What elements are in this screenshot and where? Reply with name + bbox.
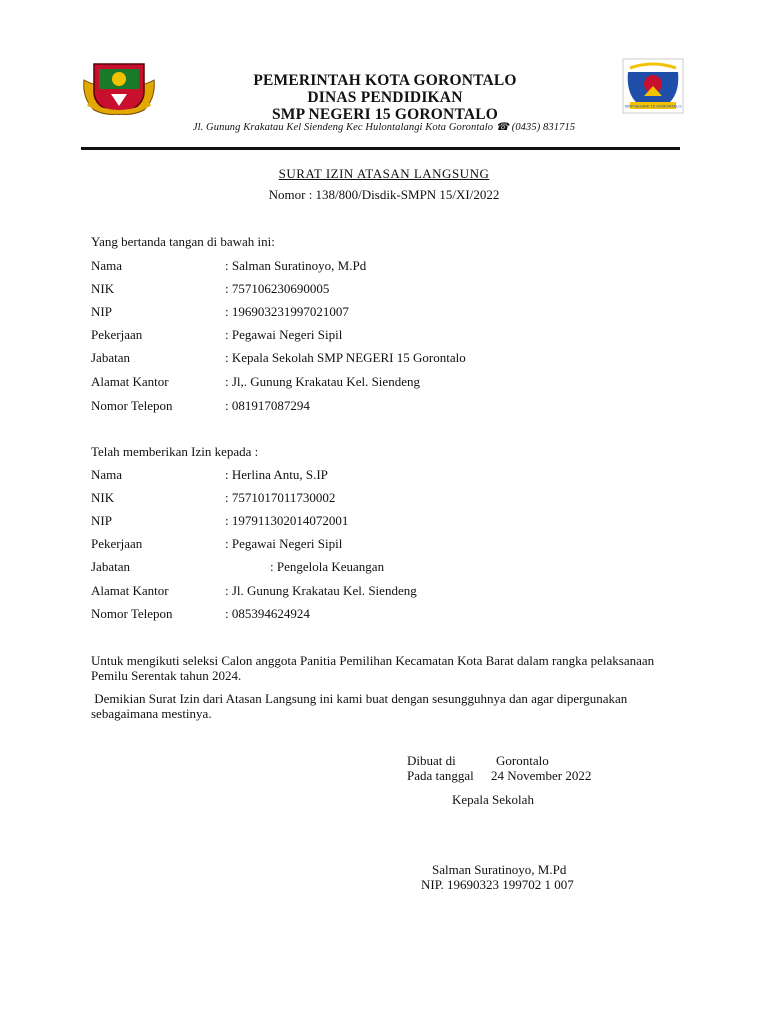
date-value: 24 November 2022 xyxy=(491,768,592,783)
row-value: : Salman Suratinoyo, M.Pd xyxy=(225,258,367,273)
row-value: : 197911302014072001 xyxy=(225,513,349,528)
letterhead-line-department: DINAS PENDIDIKAN xyxy=(307,89,463,106)
school-emblem-text: SMP NEGERI 15 GORONTALO xyxy=(624,103,682,109)
city-emblem-logo xyxy=(80,58,158,120)
row-value: : Kepala Sekolah SMP NEGERI 15 Gorontalo xyxy=(225,350,466,365)
row-label: Alamat Kantor xyxy=(91,374,169,389)
row-value: : Herlina Antu, S.IP xyxy=(225,467,328,482)
section2-intro: Telah memberikan Izin kepada : xyxy=(91,444,259,459)
letterhead-divider xyxy=(81,147,680,150)
signatory-position: Kepala Sekolah xyxy=(452,792,534,807)
row-value: : 081917087294 xyxy=(225,398,310,413)
row-label: Nomor Telepon xyxy=(91,606,173,621)
place-label: Dibuat di xyxy=(407,753,456,768)
row-value: : 7571017011730002 xyxy=(225,490,336,505)
row-value: : 757106230690005 xyxy=(225,281,330,296)
place-value: Gorontalo xyxy=(496,753,549,768)
row-label: NIP xyxy=(91,513,112,528)
row-label: Jabatan xyxy=(91,559,130,574)
letterhead xyxy=(170,72,600,123)
row-value: : Pengelola Keuangan xyxy=(270,559,385,574)
row-label: Pekerjaan xyxy=(91,327,143,342)
row-value: : 196903231997021007 xyxy=(225,304,349,319)
row-label: NIK xyxy=(91,281,115,296)
letterhead-address: Jl. Gunung Krakatau Kel Siendeng Kec Hulontalangi Kota Gorontalo ☎ (0435) 831715 xyxy=(192,122,576,133)
row-value: : Pegawai Negeri Sipil xyxy=(225,536,343,551)
closing-paragraph: Demikian Surat Izin dari Atasan Langsung ini kami buat dengan sesungguhnya dan agar dipergunakan sebagaimana mestinya. xyxy=(91,691,631,721)
letter-number: Nomor : 138/800/Disdik-SMPN 15/XI/2022 xyxy=(268,187,500,202)
row-label: NIK xyxy=(91,490,115,505)
letterhead-line-school: SMP NEGERI 15 GORONTALO xyxy=(271,106,499,123)
letterhead-line-government: PEMERINTAH KOTA GORONTALO xyxy=(253,72,517,89)
row-label: Jabatan xyxy=(91,350,130,365)
row-value: : Jl. Gunung Krakatau Kel. Siendeng xyxy=(225,583,417,598)
row-label: Nomor Telepon xyxy=(91,398,173,413)
row-value: : Jl,. Gunung Krakatau Kel. Siendeng xyxy=(225,374,420,389)
signatory-name: Salman Suratinoyo, M.Pd xyxy=(432,862,567,877)
row-value: : Pegawai Negeri Sipil xyxy=(225,327,343,342)
row-label: Nama xyxy=(91,258,123,273)
letter-title: SURAT IZIN ATASAN LANGSUNG xyxy=(278,166,490,181)
signatory-nip: NIP. 19690323 199702 1 007 xyxy=(421,877,574,892)
row-label: Pekerjaan xyxy=(91,536,143,551)
row-label: Nama xyxy=(91,467,123,482)
row-label: NIP xyxy=(91,304,112,319)
section1-intro: Yang bertanda tangan di bawah ini: xyxy=(91,234,275,249)
row-label: Alamat Kantor xyxy=(91,583,169,598)
date-label: Pada tanggal xyxy=(407,768,474,783)
row-value: : 085394624924 xyxy=(225,606,310,621)
school-emblem-logo xyxy=(622,58,684,114)
purpose-paragraph: Untuk mengikuti seleksi Calon anggota Panitia Pemilihan Kecamatan Kota Barat dalam rangka pelaksanaan Pemilu Serentak tahun 2024. xyxy=(91,653,655,683)
